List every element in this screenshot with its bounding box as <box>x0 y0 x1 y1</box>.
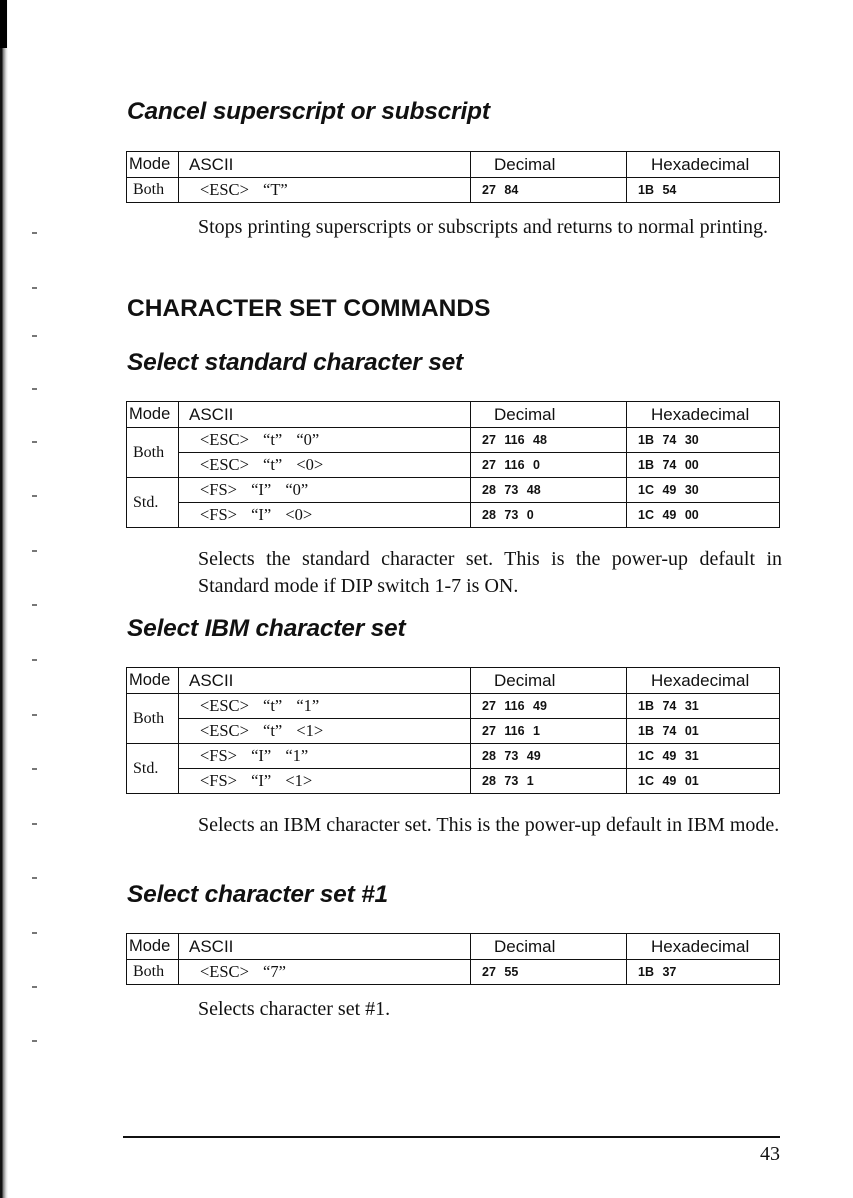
ascii-cell: <ESC> “t” “0” <box>179 428 471 453</box>
ascii-cell: <FS> “I” <1> <box>179 769 471 794</box>
description-character-set-1: Selects character set #1. <box>198 998 391 1020</box>
hex-cell: 1C 49 00 <box>627 503 780 528</box>
margin-tick <box>32 604 37 606</box>
footer-rule <box>123 1136 780 1138</box>
decimal-cell: 27 84 <box>471 178 627 203</box>
ascii-cell: <ESC> “7” <box>179 960 471 985</box>
header-mode: Mode <box>127 668 179 694</box>
command-table-cancel-superscript <box>126 151 780 203</box>
decimal-cell: 27 116 0 <box>471 453 627 478</box>
margin-tick <box>32 659 37 661</box>
table-row <box>127 694 780 719</box>
hex-cell: 1B 37 <box>627 960 780 985</box>
header-ascii: ASCII <box>179 402 471 428</box>
binding-mark <box>0 0 7 48</box>
section-heading-standard-set: Select standard character set <box>127 349 464 376</box>
mode-cell: Both <box>127 960 179 985</box>
table-header-row <box>127 402 780 428</box>
decimal-cell: 27 116 48 <box>471 428 627 453</box>
margin-tick <box>32 1040 37 1042</box>
section-heading-character-set-1: Select character set #1 <box>127 881 388 908</box>
margin-tick <box>32 232 37 234</box>
ascii-cell: <ESC> “t” “1” <box>179 694 471 719</box>
table-row <box>127 478 780 503</box>
margin-tick <box>32 388 37 390</box>
description-ibm-set: Selects an IBM character set. This is the power-up default in IBM mode. <box>198 814 780 836</box>
margin-tick <box>32 986 37 988</box>
margin-tick <box>32 768 37 770</box>
command-table-ibm-set <box>126 667 780 794</box>
margin-tick <box>32 335 37 337</box>
hex-cell: 1B 74 31 <box>627 694 780 719</box>
table-row <box>127 769 780 794</box>
header-decimal: Decimal <box>471 402 627 428</box>
margin-tick <box>32 823 37 825</box>
section-title-character-set: CHARACTER SET COMMANDS <box>127 295 491 322</box>
header-ascii: ASCII <box>179 668 471 694</box>
margin-tick <box>32 932 37 934</box>
hex-cell: 1B 74 30 <box>627 428 780 453</box>
command-table-standard-set <box>126 401 780 528</box>
margin-tick <box>32 714 37 716</box>
description-standard-set: Selects the standard character set. This is the power-up default in Standard mode if DIP switch 1-7 is ON. <box>198 548 782 597</box>
mode-cell: Both <box>127 178 179 203</box>
table-row <box>127 503 780 528</box>
header-ascii: ASCII <box>179 934 471 960</box>
hex-cell: 1C 49 31 <box>627 744 780 769</box>
header-ascii: ASCII <box>179 152 471 178</box>
table-row <box>127 178 780 203</box>
header-mode: Mode <box>127 402 179 428</box>
decimal-cell: 28 73 49 <box>471 744 627 769</box>
decimal-cell: 28 73 1 <box>471 769 627 794</box>
hex-cell: 1B 54 <box>627 178 780 203</box>
ascii-cell: <ESC> “T” <box>179 178 471 203</box>
page-number: 43 <box>760 1143 780 1165</box>
margin-tick <box>32 877 37 879</box>
hex-cell: 1B 74 00 <box>627 453 780 478</box>
hex-cell: 1C 49 30 <box>627 478 780 503</box>
decimal-cell: 27 55 <box>471 960 627 985</box>
hex-cell: 1C 49 01 <box>627 769 780 794</box>
table-header-row <box>127 934 780 960</box>
header-hexadecimal: Hexadecimal <box>627 152 780 178</box>
margin-tick <box>32 495 37 497</box>
decimal-cell: 27 116 1 <box>471 719 627 744</box>
table-row <box>127 960 780 985</box>
header-decimal: Decimal <box>471 934 627 960</box>
description-cancel-superscript: Stops printing superscripts or subscripts and returns to normal printing. <box>198 216 768 238</box>
page-binding-edge <box>0 0 8 1198</box>
header-hexadecimal: Hexadecimal <box>627 402 780 428</box>
table-row <box>127 719 780 744</box>
command-table-character-set-1 <box>126 933 780 985</box>
ascii-cell: <ESC> “t” <0> <box>179 453 471 478</box>
header-hexadecimal: Hexadecimal <box>627 668 780 694</box>
section-heading-ibm-set: Select IBM character set <box>127 615 406 642</box>
table-row <box>127 428 780 453</box>
header-mode: Mode <box>127 934 179 960</box>
ascii-cell: <FS> “I” “0” <box>179 478 471 503</box>
margin-tick <box>32 287 37 289</box>
table-row <box>127 453 780 478</box>
margin-tick <box>32 441 37 443</box>
header-mode: Mode <box>127 152 179 178</box>
mode-cell: Both <box>127 428 179 478</box>
ascii-cell: <ESC> “t” <1> <box>179 719 471 744</box>
table-header-row <box>127 152 780 178</box>
hex-cell: 1B 74 01 <box>627 719 780 744</box>
mode-cell: Std. <box>127 478 179 528</box>
table-row <box>127 744 780 769</box>
ascii-cell: <FS> “I” “1” <box>179 744 471 769</box>
header-decimal: Decimal <box>471 668 627 694</box>
margin-tick <box>32 550 37 552</box>
ascii-cell: <FS> “I” <0> <box>179 503 471 528</box>
table-header-row <box>127 668 780 694</box>
section-heading-cancel-superscript: Cancel superscript or subscript <box>127 98 490 125</box>
mode-cell: Both <box>127 694 179 744</box>
decimal-cell: 27 116 49 <box>471 694 627 719</box>
mode-cell: Std. <box>127 744 179 794</box>
header-hexadecimal: Hexadecimal <box>627 934 780 960</box>
decimal-cell: 28 73 0 <box>471 503 627 528</box>
decimal-cell: 28 73 48 <box>471 478 627 503</box>
header-decimal: Decimal <box>471 152 627 178</box>
